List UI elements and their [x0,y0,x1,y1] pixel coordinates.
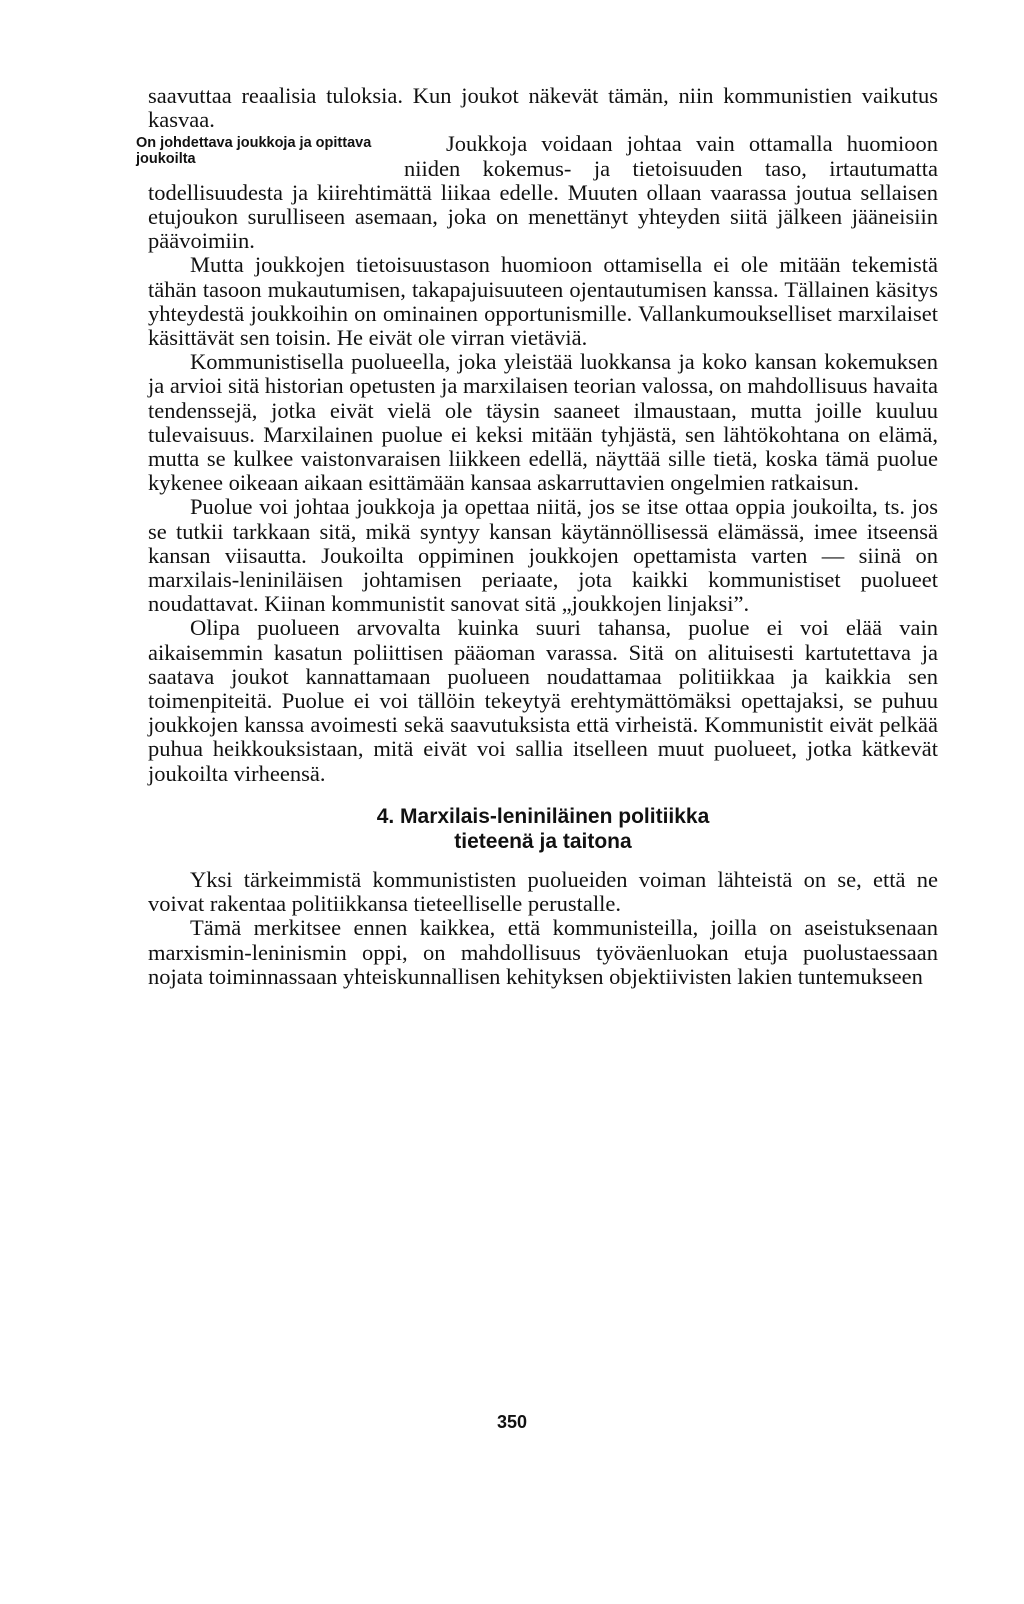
paragraph-text: Joukkoja voidaan johtaa vain ottamalla huomioon niiden kokemus- ja tietoisuuden taso, irtautumatta todellisuudesta ja kiirehtimättä liikaa edelle. Muuten ollaan vaarassa joutua sellaisen etujoukon surulliseen asemaan, joka on menettänyt yhteyden siitä jälkeen jääneisiin päävoimiin. [148,131,938,254]
paragraph: Mutta joukkojen tietoisuustason huomioon ottamisella ei ole mitään tekemistä tähän tasoon mukautumisen, takapajuisuuteen ojentautumisen kanssa. Tällainen käsitys yhteydestä joukkoihin on ominainen opportunismille. Vallankumoukselliset marxilaiset käsittävät sen toisin. He eivät ole virran vietäviä. [148,252,938,351]
paragraph: saavuttaa reaalisia tuloksia. Kun joukot näkevät tämän, niin kommunistien vaikutus kasvaa. [148,83,938,133]
section-heading-line-1: 4. Marxilais-leniniläinen politiikka [376,804,710,828]
section-heading [148,804,938,854]
section-heading-line-2: tieteenä ja taitona [454,829,632,853]
paragraph: Yksi tärkeimmistä kommunististen puolueiden voiman lähteistä on se, että ne voivat rakentaa politiikkansa tieteelliselle perustalle. [148,866,938,917]
body-text [136,83,938,989]
paragraph: Kommunistisella puolueella, joka yleistää luokkansa ja koko kansan kokemuksen ja arvioi sitä historian opetusten ja marxilaisen teorian valossa, on mahdollisuus havaita tendenssejä, jotka eivät vielä ole täysin saaneet ilmaustaan, mutta joille kuuluu tulevaisuus. Marxilainen puolue ei keksi mitään tyhjästä, sen lähtökohtana on elämä, mutta se kulkee vaistonvaraisen liikkeen edellä, näyttää sille tietä, koska tämä puolue kykenee oikeaan aikaan esittämään kansaa askarruttavien ongelmien ratkaisun. [148,349,938,496]
margin-note: On johdettava joukkoja ja opittava joukoilta [136,135,372,167]
paragraph: Olipa puolueen arvovalta kuinka suuri tahansa, puolue ei voi elää vain aikaisemmin kasatun poliittisen pääoman varassa. Sitä on alituisesti kartutettava ja saatava joukot kannattamaan puolueen noudattamaa politiikkaa ja kaikkia sen toimenpiteitä. Puolue ei voi tällöin tekeytyä erehtymättömäksi opettajaksi, se puhuu joukkojen kanssa avoimesti sekä saavutuksista että virheistä. Kommunistit eivät pelkää puhua heikkouksistaan, mitä eivät voi sallia itselleen muut puolueet, jotka kätkevät joukoilta virheensä. [148,615,938,786]
paragraph: Tämä merkitsee ennen kaikkea, että kommunisteilla, joilla on aseistuksenaan marxismin-leninismin oppi, on mahdollisuus työväenluokan etuja puolustaessaan nojata toiminnassaan yhteiskunnallisen kehityksen objektiivisten lakien tuntemukseen [148,915,938,989]
paragraph [136,131,938,254]
paragraph: Puolue voi johtaa joukkoja ja opettaa niitä, jos se itse ottaa oppia joukoilta, ts. jos se tutkii tarkkaan sitä, mikä syntyy kansan käytännöllisessä elämässä, imee itseensä kansan viisautta. Joukoilta oppiminen joukkojen opettamista varten — siinä on marxilais-leniniläisen johtamisen periaate, jota kaikki kommunistiset puolueet noudattavat. Kiinan kommunistit sanovat sitä „joukkojen linjaksi”. [148,494,938,617]
page-number: 350 [496,1412,528,1432]
